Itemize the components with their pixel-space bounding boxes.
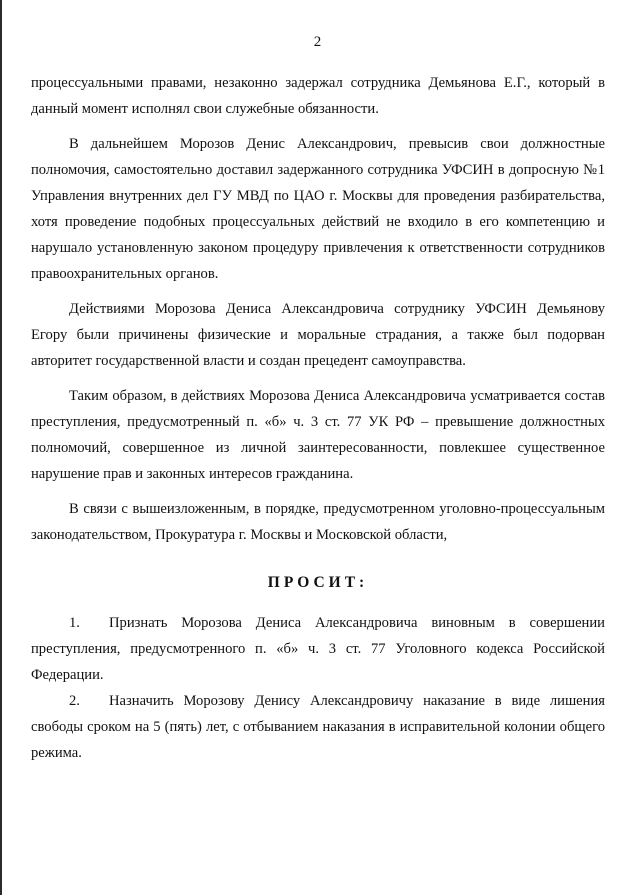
page-left-border: [0, 0, 2, 895]
request-number: 2.: [69, 693, 80, 709]
paragraph-petitioner: В связи с вышеизложенным, в порядке, предусмотренном уголовно-процессуальным законодательством, Прокуратура г. Москвы и Московской области,: [31, 501, 605, 543]
section-heading: ПРОСИТ:: [267, 574, 369, 591]
request-item: [31, 688, 605, 766]
request-text: Назначить Морозову Денису Александровичу наказание в виде лишения свободы сроком на 5 (пять) лет, с отбыванием наказания в исправительной колонии общего режима.: [31, 693, 605, 761]
paragraph-escalation: В дальнейшем Морозов Денис Александрович, превысив свои должностные полномочия, самостоятельно доставил задержанного сотрудника УФСИН в допросную №1 Управления внутренних дел ГУ МВД по ЦАО г. Москвы для проведения разбирательства, хотя проведение подобных процессуальных действий не входило в его компетенцию и нарушало установленную законом процедуру привлечения к ответственности сотрудников правоохранительных органов.: [31, 136, 605, 282]
page-number: 2: [313, 34, 322, 50]
request-text: Признать Морозова Дениса Александровича виновным в совершении преступления, предусмотренного п. «б» ч. 3 ст. 77 Уголовного кодекса Российской Федерации.: [31, 615, 605, 683]
request-number: 1.: [69, 615, 80, 631]
paragraph-damages: Действиями Морозова Дениса Александровича сотруднику УФСИН Демьянову Егору были причинены физические и моральные страдания, а также был подорван авторитет государственной власти и создан прецедент самоуправства.: [31, 301, 605, 369]
paragraph-qualification: Таким образом, в действиях Морозова Дениса Александровича усматривается состав преступления, предусмотренный п. «б» ч. 3 ст. 77 УК РФ – превышение должностных полномочий, совершенное из личной заинтересованности, повлекшее существенное нарушение прав и законных интересов гражданина.: [31, 388, 605, 482]
paragraph-continuation: процессуальными правами, незаконно задержал сотрудника Демьянова Е.Г., который в данный момент исполнял свои служебные обязанности.: [31, 75, 605, 117]
request-item: [31, 610, 605, 688]
document-body: [31, 70, 605, 766]
